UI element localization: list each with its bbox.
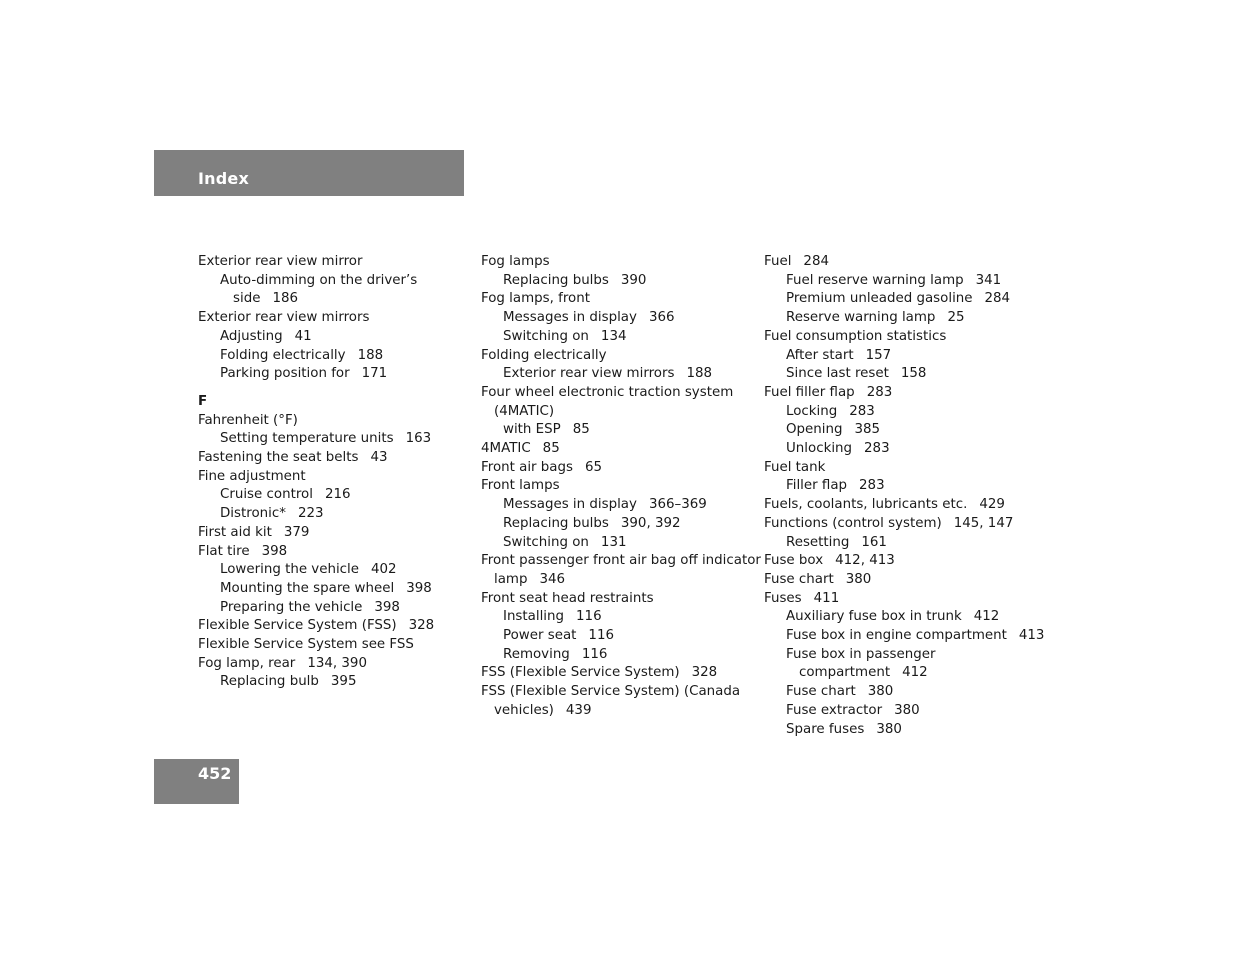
entry-term: Replacing bulbs bbox=[503, 272, 609, 288]
entry-term: Exterior rear view mirrors bbox=[198, 310, 370, 326]
index-subentry bbox=[198, 505, 466, 524]
index-entry bbox=[764, 496, 1036, 515]
entry-term: Fuel consumption statistics bbox=[764, 328, 947, 344]
entry-page-ref[interactable]: 380 bbox=[876, 721, 902, 737]
entry-page-ref[interactable]: 85 bbox=[542, 441, 560, 457]
entry-page-ref[interactable]: 328 bbox=[691, 665, 718, 681]
entry-page-ref[interactable]: 439 bbox=[565, 702, 592, 718]
index-subentry bbox=[764, 440, 1036, 459]
entry-page-ref[interactable]: 411 bbox=[813, 590, 840, 606]
entry-page-ref[interactable]: 341 bbox=[975, 272, 1002, 288]
index-subentry bbox=[764, 365, 1036, 384]
index-subentry bbox=[481, 365, 753, 384]
index-entry bbox=[198, 449, 466, 468]
entry-term: Functions (control system) bbox=[764, 515, 942, 531]
entry-term: Premium unleaded gasoline bbox=[786, 291, 973, 307]
index-column-2 bbox=[481, 253, 761, 721]
entry-term: Removing bbox=[503, 646, 570, 662]
entry-term: Folding electrically bbox=[220, 347, 346, 363]
index-subentry bbox=[481, 608, 753, 627]
entry-term: Locking bbox=[786, 403, 838, 419]
index-entry bbox=[198, 253, 466, 272]
entry-term: side bbox=[233, 291, 261, 307]
entry-page-ref[interactable]: 328 bbox=[408, 618, 435, 634]
index-subentry bbox=[764, 309, 1036, 328]
entry-page-ref[interactable]: 379 bbox=[283, 524, 310, 540]
index-entry bbox=[764, 571, 1036, 590]
entry-term: Fuel tank bbox=[764, 459, 826, 475]
entry-term: Fastening the seat belts bbox=[198, 450, 359, 466]
entry-page-ref[interactable]: 41 bbox=[294, 328, 312, 344]
entry-page-ref[interactable]: 366 bbox=[648, 310, 675, 326]
entry-term: Flexible Service System see FSS bbox=[198, 637, 414, 653]
entry-term: Fuse box in engine compartment bbox=[786, 628, 1007, 644]
entry-page-ref[interactable]: 284 bbox=[803, 254, 829, 269]
entry-page-ref[interactable]: 223 bbox=[297, 506, 324, 522]
entry-page-ref[interactable]: 398 bbox=[261, 543, 288, 559]
entry-page-ref[interactable]: 171 bbox=[361, 366, 388, 382]
entry-term: Fuel reserve warning lamp bbox=[786, 272, 964, 288]
index-entry bbox=[198, 309, 466, 328]
entry-term: Setting temperature units bbox=[220, 431, 394, 447]
entry-term: Messages in display bbox=[503, 310, 637, 326]
entry-page-ref[interactable]: 157 bbox=[865, 347, 892, 363]
index-column-1 bbox=[198, 253, 466, 692]
entry-page-ref[interactable]: 65 bbox=[585, 459, 603, 475]
index-subentry bbox=[764, 421, 1036, 440]
entry-term: Replacing bulbs bbox=[503, 515, 609, 531]
entry-term: Mounting the spare wheel bbox=[220, 580, 395, 596]
index-subentry bbox=[198, 486, 466, 505]
index-entry bbox=[198, 524, 466, 543]
entry-page-ref[interactable]: 145, 147 bbox=[953, 515, 1014, 531]
entry-term: Parking position for bbox=[220, 366, 350, 382]
entry-page-ref[interactable]: 284 bbox=[984, 291, 1011, 307]
index-subentry bbox=[481, 627, 753, 646]
index-subentry bbox=[198, 347, 466, 366]
entry-term: FSS (Flexible Service System) bbox=[481, 665, 680, 681]
index-entry bbox=[198, 617, 466, 636]
entry-page-ref[interactable]: 186 bbox=[272, 291, 298, 307]
index-entry bbox=[764, 459, 1036, 478]
entry-term: Fog lamp, rear bbox=[198, 655, 296, 671]
entry-term: Front lamps bbox=[481, 478, 560, 494]
index-column-3 bbox=[764, 253, 1045, 739]
index-entry bbox=[198, 543, 466, 562]
index-entry bbox=[481, 590, 753, 609]
index-subentry bbox=[481, 496, 753, 515]
index-entry bbox=[481, 459, 753, 478]
index-subentry bbox=[198, 328, 466, 347]
entry-page-ref[interactable]: 163 bbox=[405, 431, 432, 447]
entry-term: Replacing bulb bbox=[220, 674, 319, 690]
entry-term: Filler flap bbox=[786, 478, 848, 494]
index-subentry bbox=[764, 534, 1036, 553]
entry-term: Cruise control bbox=[220, 487, 313, 503]
entry-term: Flexible Service System (FSS) bbox=[198, 618, 397, 634]
index-subentry bbox=[764, 646, 1036, 665]
index-entry bbox=[481, 440, 753, 459]
entry-term: First aid kit bbox=[198, 524, 272, 540]
entry-page-ref[interactable]: 85 bbox=[572, 422, 590, 438]
section-letter: F bbox=[198, 393, 208, 409]
entry-page-ref[interactable]: 390, 392 bbox=[620, 515, 681, 531]
entry-page-ref[interactable]: 116 bbox=[588, 628, 614, 644]
entry-term: vehicles) bbox=[494, 702, 554, 718]
entry-page-ref[interactable]: 390 bbox=[620, 272, 647, 288]
entry-term: Reserve warning lamp bbox=[786, 310, 936, 326]
index-subentry bbox=[481, 515, 753, 534]
index-subentry bbox=[764, 664, 1036, 683]
entry-page-ref[interactable]: 380 bbox=[894, 702, 920, 718]
entry-term: Fuse chart bbox=[786, 684, 856, 700]
entry-term: Fuel bbox=[764, 254, 792, 269]
index-subentry bbox=[481, 328, 753, 347]
index-subentry bbox=[198, 599, 466, 618]
entry-page-ref[interactable]: 158 bbox=[900, 366, 927, 382]
entry-page-ref[interactable]: 188 bbox=[686, 366, 713, 382]
entry-term: Auxiliary fuse box in trunk bbox=[786, 609, 962, 625]
entry-page-ref[interactable]: 216 bbox=[324, 487, 351, 503]
entry-term: Fine adjustment bbox=[198, 468, 306, 484]
entry-page-ref[interactable]: 131 bbox=[600, 534, 627, 550]
entry-page-ref[interactable]: 385 bbox=[854, 422, 881, 438]
entry-page-ref[interactable]: 402 bbox=[371, 562, 397, 578]
page-number-box bbox=[154, 759, 239, 804]
entry-term: Fahrenheit (°F) bbox=[198, 412, 298, 428]
entry-page-ref[interactable]: 366–369 bbox=[648, 497, 707, 513]
entry-page-ref[interactable]: 429 bbox=[979, 497, 1005, 513]
entry-term: Adjusting bbox=[220, 328, 283, 344]
index-entry bbox=[481, 253, 753, 272]
entry-term: Spare fuses bbox=[786, 721, 865, 737]
entry-page-ref[interactable]: 412, 413 bbox=[835, 553, 895, 569]
index-entry bbox=[481, 683, 753, 702]
entry-page-ref[interactable]: 116 bbox=[576, 609, 602, 625]
entry-term: Switching on bbox=[503, 534, 589, 550]
index-entry bbox=[198, 468, 466, 487]
entry-term: compartment bbox=[799, 665, 891, 681]
entry-term: Fuse box in passenger bbox=[786, 646, 936, 662]
index-subentry bbox=[481, 309, 753, 328]
entry-term: 4MATIC bbox=[481, 441, 531, 457]
entry-term: Fuse chart bbox=[764, 571, 834, 587]
entry-term: (4MATIC) bbox=[494, 403, 555, 419]
index-entry bbox=[481, 290, 753, 309]
index-subentry bbox=[198, 272, 466, 291]
index-entry bbox=[481, 347, 753, 366]
index-entry bbox=[198, 636, 466, 655]
entry-page-ref[interactable]: 134, 390 bbox=[307, 655, 367, 671]
entry-term: Preparing the vehicle bbox=[220, 599, 363, 615]
page-title: Index bbox=[198, 169, 249, 188]
entry-term: Fuse extractor bbox=[786, 702, 883, 718]
index-subentry bbox=[764, 290, 1036, 309]
entry-term: Resetting bbox=[786, 534, 850, 550]
entry-term: Messages in display bbox=[503, 497, 637, 513]
entry-term: Power seat bbox=[503, 628, 577, 644]
entry-term: After start bbox=[786, 347, 854, 363]
entry-term: lamp bbox=[494, 571, 528, 587]
entry-term: Front air bags bbox=[481, 459, 573, 475]
entry-term: FSS (Flexible Service System) (Canada bbox=[481, 684, 741, 700]
index-subentry bbox=[764, 477, 1036, 496]
index-entry bbox=[481, 552, 761, 571]
index-subentry bbox=[198, 580, 466, 599]
index-subentry bbox=[481, 421, 753, 440]
entry-term: Fog lamps, front bbox=[481, 291, 590, 307]
entry-term: Four wheel electronic traction system bbox=[481, 384, 734, 400]
entry-term: Exterior rear view mirror bbox=[198, 254, 363, 269]
entry-term: Distronic* bbox=[220, 506, 286, 522]
entry-term: Exterior rear view mirrors bbox=[503, 366, 675, 382]
entry-term: Fuels, coolants, lubricants etc. bbox=[764, 497, 968, 513]
index-entry bbox=[198, 412, 466, 431]
entry-term: Folding electrically bbox=[481, 347, 607, 363]
page-number: 452 bbox=[198, 764, 232, 783]
entry-term: Front seat head restraints bbox=[481, 590, 654, 606]
index-entry bbox=[481, 384, 753, 403]
index-subentry bbox=[481, 702, 753, 721]
index-subentry bbox=[764, 683, 1036, 702]
index-subentry bbox=[198, 673, 466, 692]
index-subentry bbox=[481, 534, 753, 553]
entry-page-ref[interactable]: 412 bbox=[902, 665, 928, 681]
index-subentry bbox=[481, 272, 753, 291]
entry-page-ref[interactable]: 346 bbox=[539, 571, 566, 587]
index-entry bbox=[481, 664, 753, 683]
index-subentry bbox=[764, 627, 1045, 646]
index-subentry bbox=[764, 608, 1036, 627]
entry-term: Fuel filler flap bbox=[764, 384, 855, 400]
entry-term: Unlocking bbox=[786, 441, 853, 457]
entry-page-ref[interactable]: 395 bbox=[330, 674, 357, 690]
index-subentry bbox=[198, 365, 466, 384]
index-entry bbox=[198, 655, 466, 674]
entry-term: Fog lamps bbox=[481, 254, 550, 269]
entry-term: Switching on bbox=[503, 328, 589, 344]
entry-page-ref[interactable]: 283 bbox=[859, 478, 885, 494]
entry-term: Lowering the vehicle bbox=[220, 562, 359, 578]
entry-page-ref[interactable]: 188 bbox=[357, 347, 384, 363]
entry-page-ref[interactable]: 283 bbox=[866, 384, 893, 400]
index-subentry bbox=[764, 721, 1036, 740]
entry-term: Since last reset bbox=[786, 366, 889, 382]
entry-term: Auto-dimming on the driver’s bbox=[220, 272, 418, 288]
entry-term: Fuse box bbox=[764, 553, 824, 569]
entry-page-ref[interactable]: 161 bbox=[861, 534, 887, 550]
entry-term: Flat tire bbox=[198, 543, 250, 559]
index-subentry bbox=[764, 702, 1036, 721]
entry-page-ref[interactable]: 398 bbox=[374, 599, 400, 615]
entry-term: Installing bbox=[503, 609, 565, 625]
entry-page-ref[interactable]: 413 bbox=[1018, 628, 1045, 644]
index-entry bbox=[764, 590, 1036, 609]
index-entry bbox=[764, 384, 1036, 403]
entry-page-ref[interactable]: 398 bbox=[406, 580, 432, 596]
entry-page-ref[interactable]: 380 bbox=[867, 684, 894, 700]
index-subentry bbox=[764, 403, 1036, 422]
index-subentry bbox=[198, 430, 466, 449]
index-subentry bbox=[198, 290, 466, 309]
index-subentry bbox=[764, 347, 1036, 366]
index-entry bbox=[764, 253, 1036, 272]
index-subentry bbox=[198, 561, 466, 580]
index-entry bbox=[764, 552, 1036, 571]
index-entry bbox=[764, 515, 1036, 534]
entry-term: Fuses bbox=[764, 590, 802, 606]
entry-term: with ESP bbox=[503, 422, 561, 438]
entry-page-ref[interactable]: 283 bbox=[864, 441, 890, 457]
index-subentry bbox=[764, 272, 1036, 291]
index-header-bar bbox=[154, 150, 464, 196]
entry-page-ref[interactable]: 412 bbox=[973, 609, 1000, 625]
entry-page-ref[interactable]: 25 bbox=[947, 310, 965, 326]
entry-page-ref[interactable]: 43 bbox=[370, 450, 388, 466]
entry-page-ref[interactable]: 283 bbox=[849, 403, 875, 419]
entry-page-ref[interactable]: 116 bbox=[581, 646, 608, 662]
index-subentry bbox=[481, 646, 753, 665]
entry-term: Opening bbox=[786, 422, 843, 438]
entry-term: Front passenger front air bag off indicator bbox=[481, 553, 761, 569]
entry-page-ref[interactable]: 380 bbox=[845, 571, 872, 587]
index-entry bbox=[764, 328, 1036, 347]
index-subentry bbox=[481, 571, 753, 590]
index-entry bbox=[481, 477, 753, 496]
entry-page-ref[interactable]: 134 bbox=[600, 328, 627, 344]
index-subentry bbox=[481, 403, 753, 422]
